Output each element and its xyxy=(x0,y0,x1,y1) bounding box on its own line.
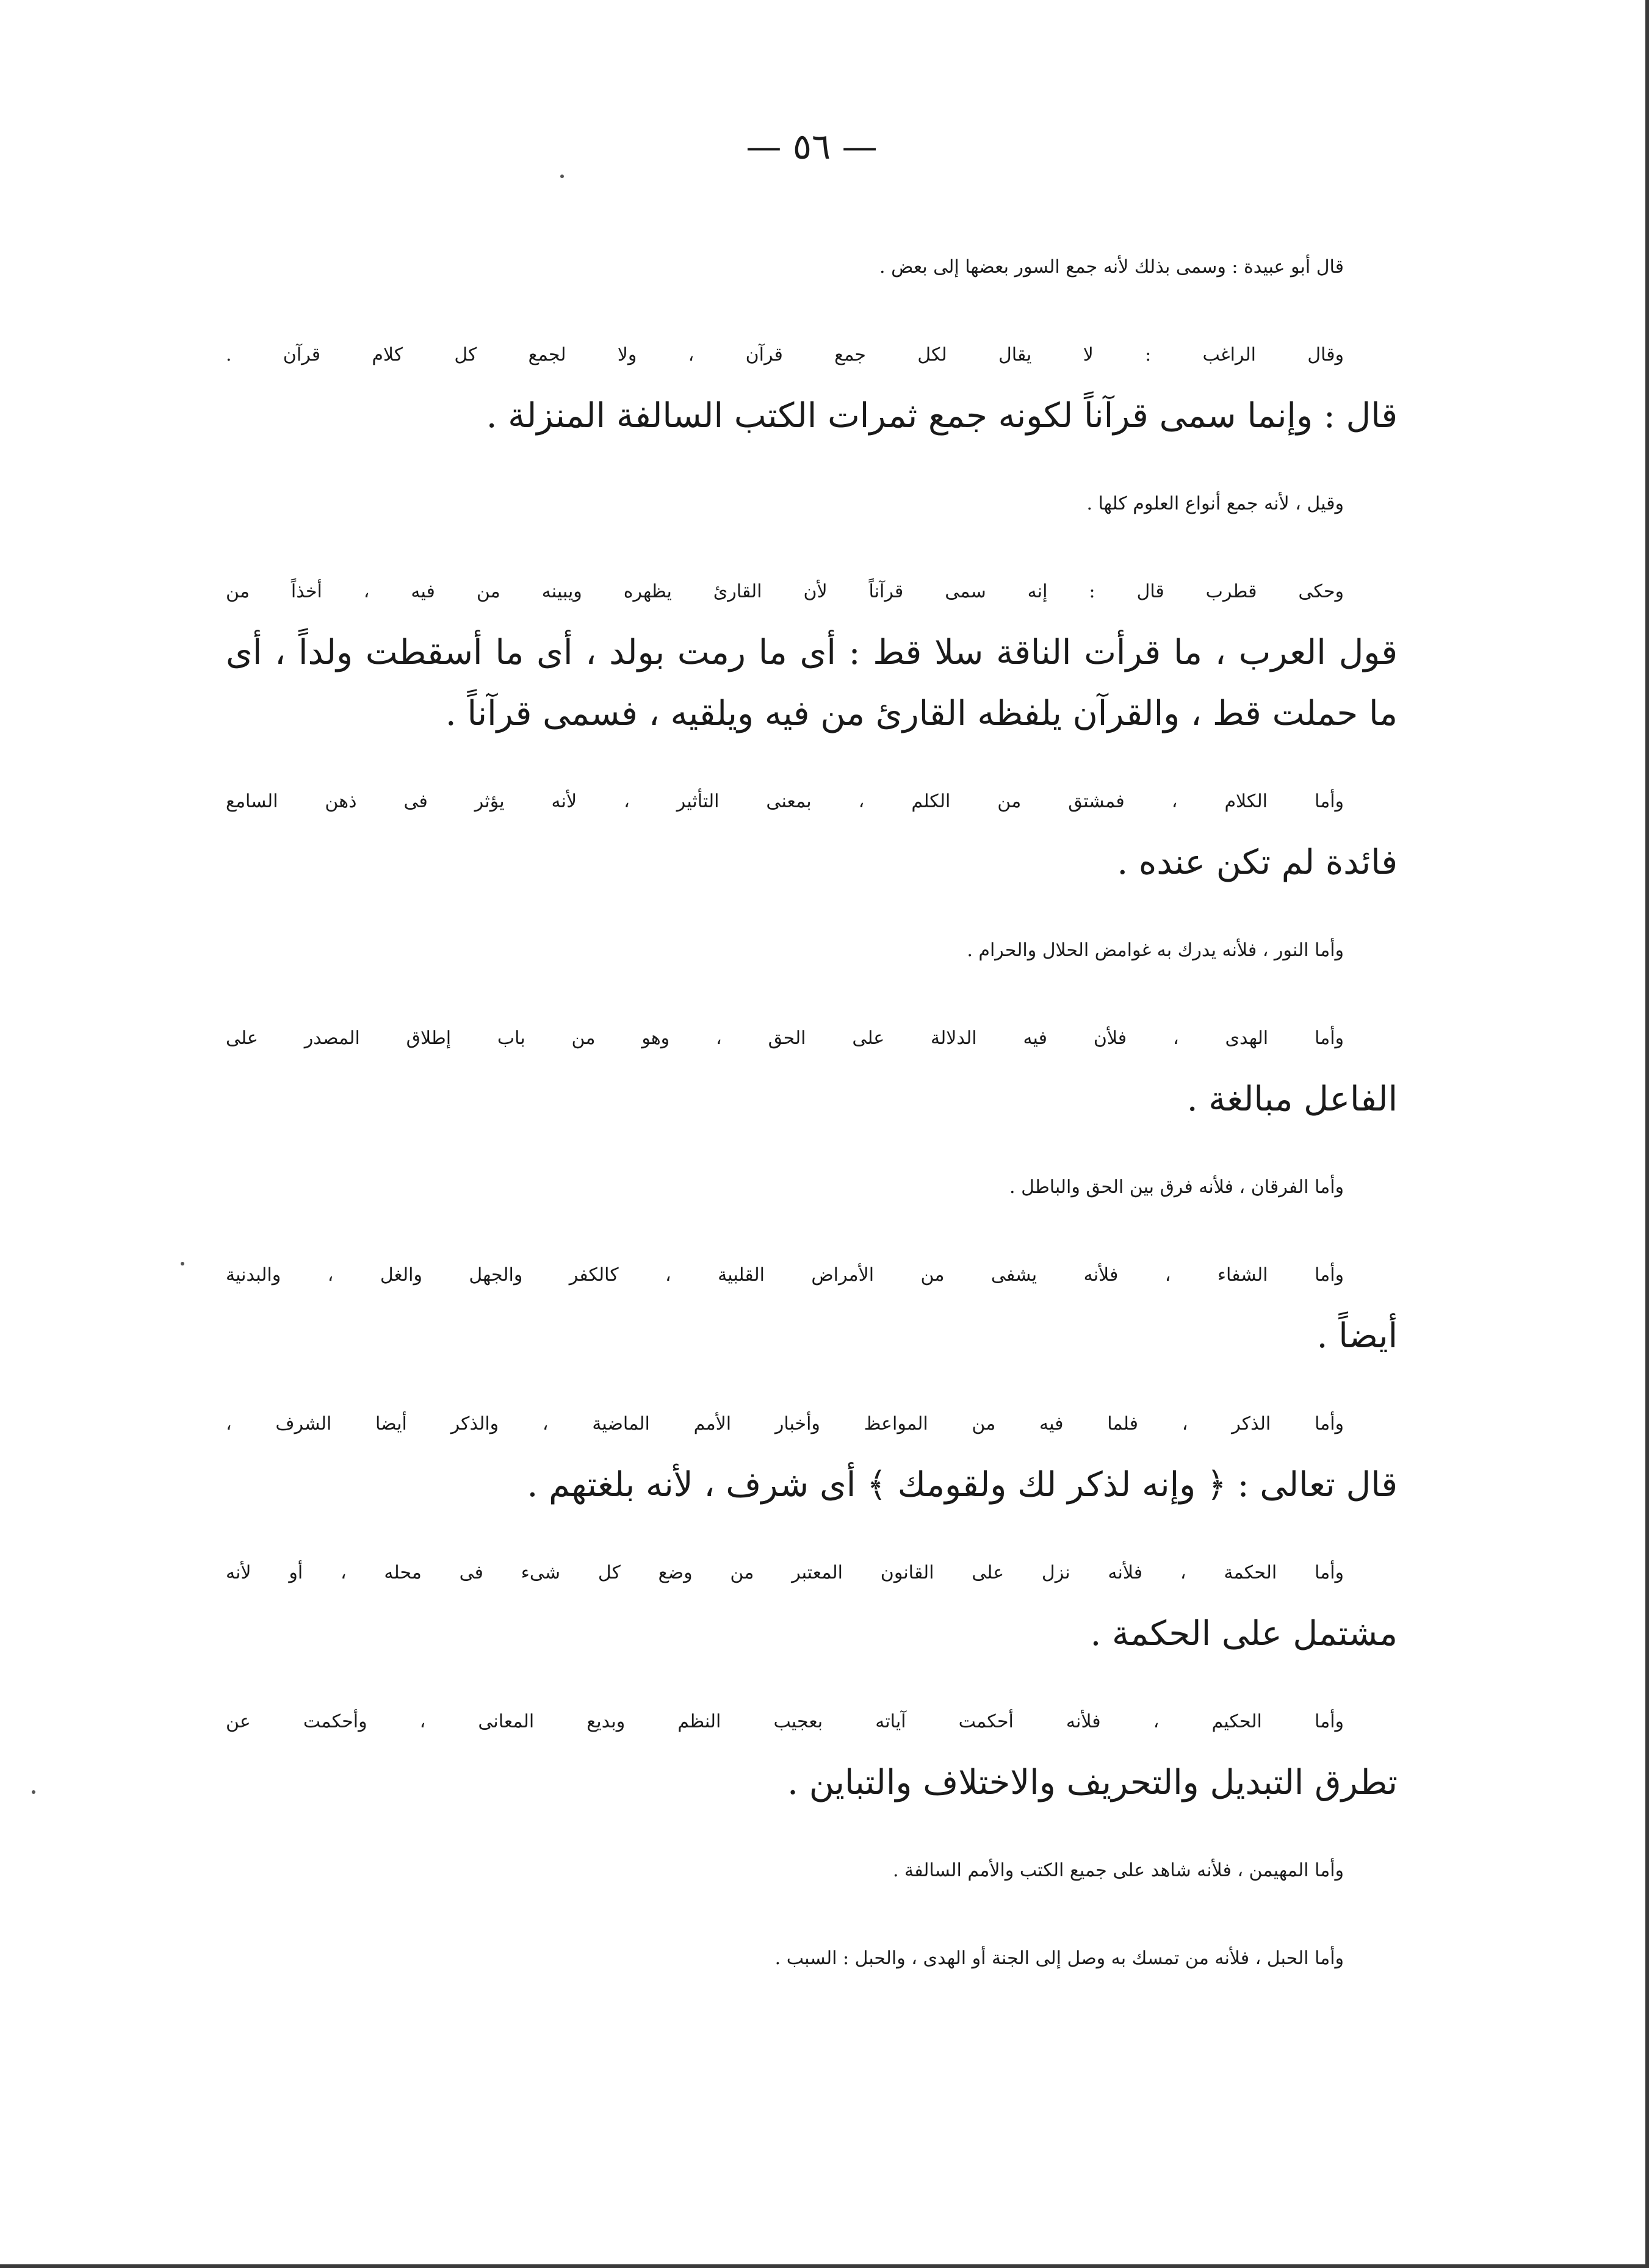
text-line: وأما الحكيم ، فلأنه أحكمت آياته بعجيب النظم وبديع المعانى ، وأحكمت عن xyxy=(226,1711,1344,1732)
text-line: ما حملت قط ، والقرآن يلفظه القارئ من فيه ويلقيه ، فسمى قرآناً . xyxy=(445,694,1398,733)
text-line: وأما الحكمة ، فلأنه نزل على القانون المعتبر من وضع كل شىء فى محله ، أو لأنه xyxy=(226,1562,1344,1583)
text-line: أيضاً . xyxy=(1316,1316,1398,1356)
paragraph xyxy=(226,920,1398,981)
text-line: وأما الكلام ، فمشتق من الكلم ، بمعنى التأثير ، لأنه يؤثر فى ذهن السامع xyxy=(226,791,1344,812)
paragraph xyxy=(226,771,1398,893)
text-line: فائدة لم تكن عنده . xyxy=(1117,843,1398,882)
paragraph xyxy=(226,1691,1398,1813)
text-line: قال : وإنما سمى قرآناً لكونه جمع ثمرات الكتب السالفة المنزلة . xyxy=(486,396,1398,436)
scan-speck xyxy=(32,1790,35,1794)
text-line: وأما الشفاء ، فلأنه يشفى من الأمراض القلبية ، كالكفر والجهل والغل ، والبدنية xyxy=(226,1264,1344,1286)
paragraph xyxy=(226,1157,1398,1218)
scan-speck xyxy=(560,175,564,178)
text-line: وقال الراغب : لا يقال لكل جمع قرآن ، ولا لجمع كل كلام قرآن . xyxy=(226,344,1344,365)
document-page xyxy=(226,122,1398,2016)
paragraph xyxy=(226,1245,1398,1367)
text-line: قال تعالى : ﴿ وإنه لذكر لك ولقومك ﴾ أى شرف ، لأنه بلغتهم . xyxy=(527,1465,1398,1505)
paragraph xyxy=(226,1008,1398,1130)
text-line: وأما الحبل ، فلأنه من تمسك به وصل إلى الجنة أو الهدى ، والحبل : السبب . xyxy=(774,1948,1344,1969)
paragraph xyxy=(226,237,1398,298)
scan-speck xyxy=(181,1262,184,1265)
text-line: وأما المهيمن ، فلأنه شاهد على جميع الكتب والأمم السالفة . xyxy=(892,1860,1344,1881)
paragraph xyxy=(226,1543,1398,1665)
text-line: وحكى قطرب قال : إنه سمى قرآناً لأن القارئ يظهره ويبينه من فيه ، أخذاً من xyxy=(226,581,1344,602)
text-line: مشتمل على الحكمة . xyxy=(1090,1614,1398,1654)
text-line: قال أبو عبيدة : وسمى بذلك لأنه جمع السور بعضها إلى بعض . xyxy=(879,256,1344,278)
paragraph xyxy=(226,1840,1398,1901)
paragraph xyxy=(226,1928,1398,1989)
paragraph xyxy=(226,1394,1398,1516)
page-number: — ٥٦ — xyxy=(746,126,878,167)
text-line: وقيل ، لأنه جمع أنواع العلوم كلها . xyxy=(1086,493,1344,514)
paragraph xyxy=(226,473,1398,535)
text-line: وأما الفرقان ، فلأنه فرق بين الحق والباطل . xyxy=(1009,1176,1344,1198)
text-line: الفاعل مبالغة . xyxy=(1186,1079,1398,1119)
text-line: تطرق التبديل والتحريف والاختلاف والتباين . xyxy=(787,1763,1398,1802)
text-line: قول العرب ، ما قرأت الناقة سلا قط : أى ما رمت بولد ، أى ما أسقطت ولداً ، أى xyxy=(226,633,1398,672)
text-line: وأما الهدى ، فلأن فيه الدلالة على الحق ، وهو من باب إطلاق المصدر على xyxy=(226,1028,1344,1049)
paragraph xyxy=(226,325,1398,447)
text-body xyxy=(226,237,1398,1989)
text-line: وأما الذكر ، فلما فيه من المواعظ وأخبار الأمم الماضية ، والذكر أيضا الشرف ، xyxy=(226,1413,1344,1435)
text-line: وأما النور ، فلأنه يدرك به غوامض الحلال والحرام . xyxy=(967,940,1344,961)
paragraph xyxy=(226,561,1398,744)
